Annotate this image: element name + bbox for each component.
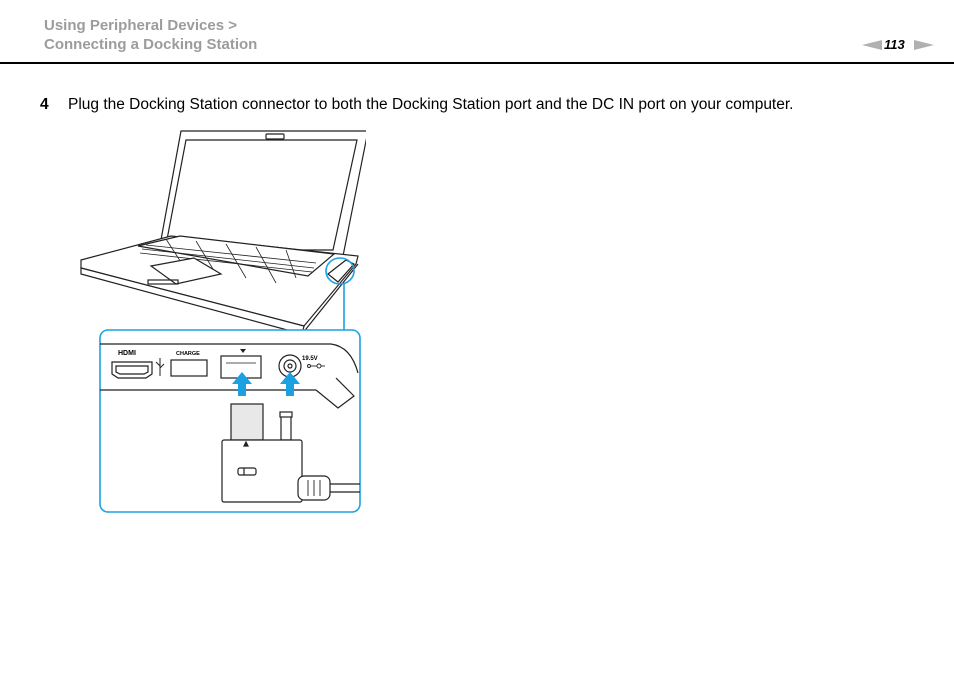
usb-charge-port xyxy=(171,360,207,376)
charge-label: CHARGE xyxy=(176,351,200,357)
breadcrumb-section: Using Peripheral Devices > xyxy=(44,17,238,34)
page-number: 113 xyxy=(884,37,905,52)
step-text: Plug the Docking Station connector to both the Docking Station port and the DC IN port on your computer. xyxy=(68,96,794,113)
breadcrumb xyxy=(44,16,257,54)
laptop-icon xyxy=(81,131,366,334)
page-navigation xyxy=(862,37,934,53)
breadcrumb-topic: Connecting a Docking Station xyxy=(44,36,258,53)
hdmi-label: HDMI xyxy=(118,350,136,357)
next-page-arrow-icon[interactable] xyxy=(914,40,934,50)
instruction-step xyxy=(40,95,793,115)
dc-in-label: 19.5V xyxy=(302,356,318,362)
hdmi-port xyxy=(112,362,152,378)
step-number: 4 xyxy=(40,96,49,113)
previous-page-arrow-icon[interactable] xyxy=(862,40,882,50)
docking-connection-illustration xyxy=(76,128,366,518)
header-divider xyxy=(0,62,954,64)
